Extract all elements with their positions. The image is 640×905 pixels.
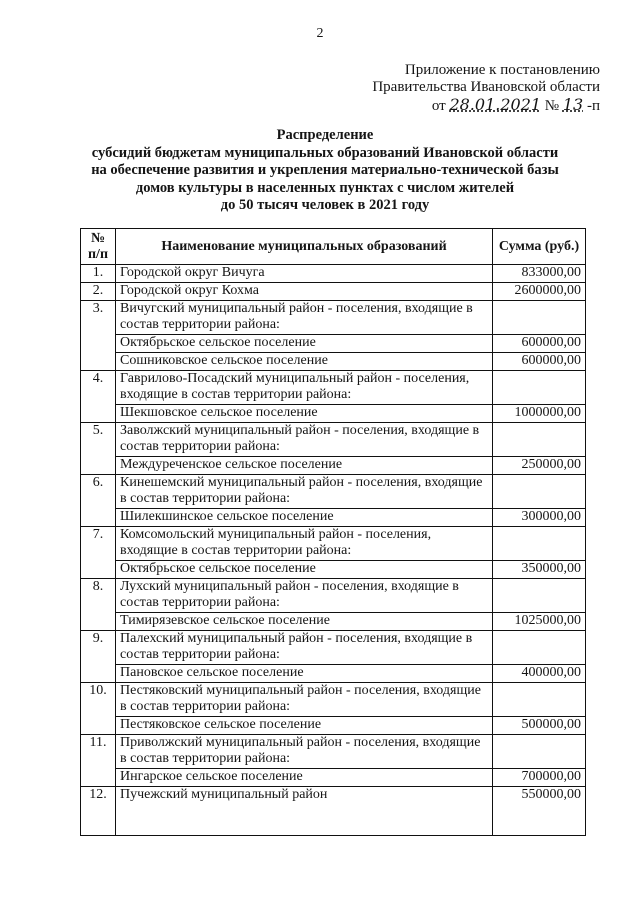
district-name: Лухский муниципальный район - поселения, входящие в состав территории района:: [116, 579, 493, 613]
settlement-sum: 700000,00: [493, 769, 586, 787]
settlement-name: Ингарское сельское поселение: [116, 769, 493, 787]
settlement-sum: 1025000,00: [493, 613, 586, 631]
settlement-name: Шекшовское сельское поселение: [116, 405, 493, 423]
settlement-name: Тимирязевское сельское поселение: [116, 613, 493, 631]
table-row: [81, 683, 586, 717]
settlement-sum: 600000,00: [493, 353, 586, 371]
appendix-ot: от: [431, 98, 446, 114]
table-row: [81, 301, 586, 335]
appendix-line-2: Правительства Ивановской области: [372, 79, 600, 95]
table-row: [81, 475, 586, 509]
settlement-sum: 600000,00: [493, 335, 586, 353]
table-row: [81, 631, 586, 665]
header-num: № п/п: [81, 229, 116, 265]
table-row: [81, 579, 586, 613]
row-number: 1.: [81, 265, 116, 283]
appendix-header: [330, 62, 600, 115]
district-name: Кинешемский муниципальный район - поселения, входящие в состав территории района:: [116, 475, 493, 509]
district-sum-empty: [493, 527, 586, 561]
district-sum-empty: [493, 423, 586, 457]
row-number: 5.: [81, 423, 116, 475]
settlement-sum: 300000,00: [493, 509, 586, 527]
settlement-name: Сошниковское сельское поселение: [116, 353, 493, 371]
table-row: [81, 265, 586, 283]
table-body: [81, 265, 586, 836]
district-sum-empty: [493, 631, 586, 665]
table-row: [81, 527, 586, 561]
title-line-3: на обеспечение развития и укрепления материально-технической базы: [91, 162, 559, 178]
settlement-sum: 350000,00: [493, 561, 586, 579]
district-name: Заволжский муниципальный район - поселения, входящие в состав территории района:: [116, 423, 493, 457]
table-row-settlement: [81, 405, 586, 423]
row-number: 11.: [81, 735, 116, 787]
district-sum-empty: [493, 579, 586, 613]
row-number: 6.: [81, 475, 116, 527]
settlement-name: Шилекшинское сельское поселение: [116, 509, 493, 527]
row-number: 9.: [81, 631, 116, 683]
district-name: Гаврилово-Посадский муниципальный район - поселения, входящие в состав территории района:: [116, 371, 493, 405]
district-sum-empty: [493, 683, 586, 717]
subsidy-table: [80, 228, 586, 836]
municipality-sum: 2600000,00: [493, 283, 586, 301]
header-sum: Сумма (руб.): [493, 229, 586, 265]
district-name: Комсомольский муниципальный район - поселения, входящие в состав территории района:: [116, 527, 493, 561]
district-name: Палехский муниципальный район - поселения, входящие в состав территории района:: [116, 631, 493, 665]
row-number: 2.: [81, 283, 116, 301]
table-row-settlement: [81, 335, 586, 353]
district-name: Вичугский муниципальный район - поселения, входящие в состав территории района:: [116, 301, 493, 335]
settlement-name: Пановское сельское поселение: [116, 665, 493, 683]
table-row-settlement: [81, 613, 586, 631]
row-number: 4.: [81, 371, 116, 423]
table-row-settlement: [81, 509, 586, 527]
district-sum-empty: [493, 475, 586, 509]
settlement-sum: 400000,00: [493, 665, 586, 683]
row-number: 7.: [81, 527, 116, 579]
table-row-settlement: [81, 665, 586, 683]
table-header-row: [81, 229, 586, 265]
appendix-date-line: [330, 96, 600, 115]
document-title: [60, 127, 590, 215]
title-line-2: субсидий бюджетам муниципальных образований Ивановской области: [91, 144, 559, 161]
district-sum-empty: [493, 371, 586, 405]
row-number: 3.: [81, 301, 116, 371]
row-number: 12.: [81, 787, 116, 836]
settlement-name: Междуреченское сельское поселение: [116, 457, 493, 475]
table-row-settlement: [81, 717, 586, 735]
appendix-line-1: Приложение к постановлению: [404, 62, 600, 78]
table-row: [81, 283, 586, 301]
page-number: 2: [316, 26, 324, 41]
municipality-name: Городской округ Вичуга: [116, 265, 493, 283]
settlement-sum: 1000000,00: [493, 405, 586, 423]
settlement-name: Октябрьское сельское поселение: [116, 561, 493, 579]
municipality-name: Городской округ Кохма: [116, 283, 493, 301]
table-row: [81, 735, 586, 769]
appendix-suffix: -п: [586, 98, 600, 114]
table-row: [81, 423, 586, 457]
district-sum-empty: [493, 301, 586, 335]
appendix-no-label: №: [544, 98, 560, 114]
district-sum-empty: [493, 735, 586, 769]
municipality-sum: 833000,00: [493, 265, 586, 283]
title-line-4: домов культуры в населенных пунктах с числом жителей: [135, 179, 515, 196]
handwritten-date: 28.01.2021: [449, 95, 542, 114]
row-number: 8.: [81, 579, 116, 631]
table-row-settlement: [81, 353, 586, 371]
table-row: [81, 787, 586, 836]
settlement-name: Октябрьское сельское поселение: [116, 335, 493, 353]
settlement-name: Пестяковское сельское поселение: [116, 717, 493, 735]
table-row-settlement: [81, 457, 586, 475]
row-number: 10.: [81, 683, 116, 735]
municipality-name: Пучежский муниципальный район: [116, 787, 493, 836]
settlement-sum: 250000,00: [493, 457, 586, 475]
header-name: Наименование муниципальных образований: [116, 229, 493, 265]
handwritten-number: 13: [562, 95, 584, 114]
settlement-sum: 500000,00: [493, 717, 586, 735]
district-name: Пестяковский муниципальный район - поселения, входящие в состав территории района:: [116, 683, 493, 717]
title-line-5: до 50 тысяч человек в 2021 году: [220, 197, 430, 213]
table-row-settlement: [81, 769, 586, 787]
title-line-1: Распределение: [276, 127, 374, 143]
district-name: Приволжский муниципальный район - поселения, входящие в состав территории района:: [116, 735, 493, 769]
municipality-sum: 550000,00: [493, 787, 586, 836]
table-row: [81, 371, 586, 405]
table-row-settlement: [81, 561, 586, 579]
